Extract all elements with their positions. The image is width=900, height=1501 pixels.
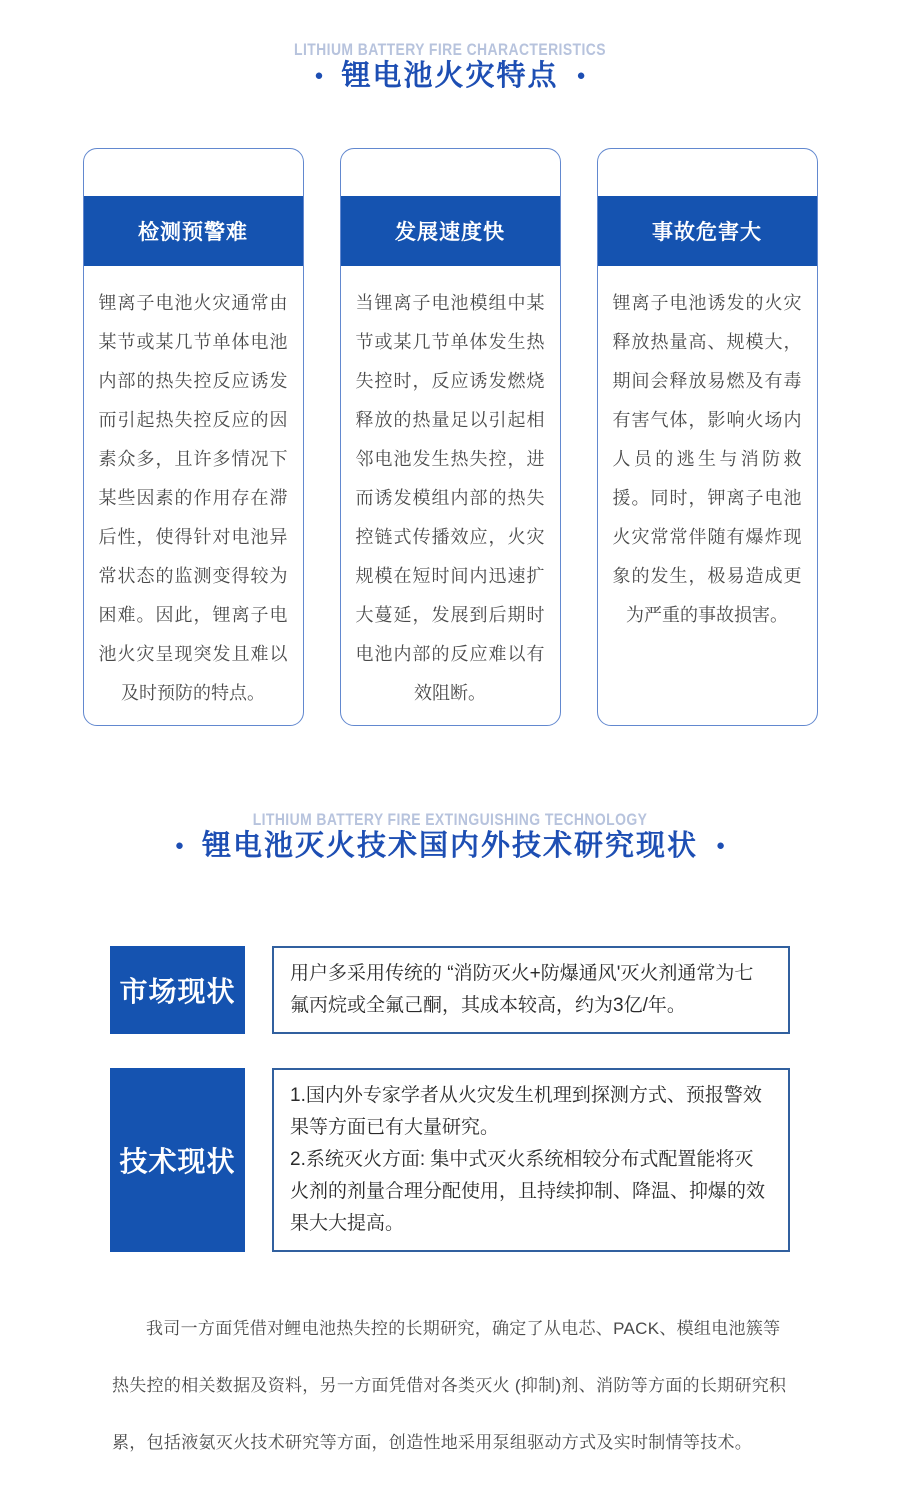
section1-watermark: LITHIUM BATTERY FIRE CHARACTERISTICS xyxy=(294,40,606,59)
card-header: 检测预警难 xyxy=(84,196,303,266)
card-detection-warning xyxy=(83,148,304,726)
title-bullet-left: ● xyxy=(174,837,184,854)
card-accident-harm xyxy=(597,148,818,726)
technology-status-label: 技术现状 xyxy=(110,1068,245,1252)
technology-status-text-2: 2.系统灭火方面: 集中式灭火系统相较分布式配置能将灭火剂的剂量合理分配使用，且持续抑制、降温、抑爆的效果大大提高。 xyxy=(290,1149,766,1234)
feature-cards xyxy=(83,148,818,726)
market-status-box xyxy=(272,946,790,1034)
card-body-text: 锂离子电池火灾通常由某节或某几节单体电池内部的热失控反应诱发而引起热失控反应的因素众多，且许多情况下某些因素的作用存在滞后性，使得针对电池异常状态的监测变得较为困难。因此，锂离子电池火灾呈现突发且难以及时预防的特点。 xyxy=(98,293,288,703)
title-bullet-right: ● xyxy=(576,67,586,84)
card-top-spacer xyxy=(84,149,303,196)
company-summary-paragraph: 我司一方面凭借对鲤电池热失控的长期研究，确定了从电芯、PACK、模组电池簇等热失控的相关数据及资料，另一方面凭借对各类灭火 (抑制)剂、消防等方面的长期研究积累，包括液氨灭火技术研究等方面，创造性地采用泵组驱动方式及实时制情等技术。 xyxy=(112,1319,787,1452)
section1-header xyxy=(0,40,900,94)
card-top-spacer xyxy=(598,149,817,196)
technology-status-row xyxy=(110,1068,790,1252)
section1-title: 锂电池火灾特点 xyxy=(341,60,559,92)
technology-status-box xyxy=(272,1068,790,1252)
section2-title-row xyxy=(0,810,900,864)
title-bullet-right: ● xyxy=(716,837,726,854)
technology-status-text-1: 1.国内外专家学者从火灾发生机理到探测方式、预报警效果等方面已有大量研究。 xyxy=(290,1085,762,1138)
card-body-text: 当锂离子电池模组中某节或某几节单体发生热失控时，反应诱发燃烧释放的热量足以引起相邻电池发生热失控，进而诱发模组内部的热失控链式传播效应，火灾规模在短时间内迅速扩大蔓延，发展到后期时电池内部的反应难以有效阻断。 xyxy=(355,293,545,703)
card-header: 事故危害大 xyxy=(598,196,817,266)
card-top-spacer xyxy=(341,149,560,196)
section2-header xyxy=(0,810,900,864)
market-status-text: 用户多采用传统的 “消防灭火+防爆通风'灭火剂通常为七氟丙烷或全氟己酮，其成本较高，约为3亿/年。 xyxy=(290,963,754,1016)
market-status-label: 市场现状 xyxy=(110,946,245,1034)
section2-title: 锂电池灭火技术国内外技术研究现状 xyxy=(201,830,698,862)
card-header: 发展速度快 xyxy=(341,196,560,266)
market-status-row xyxy=(110,946,790,1034)
card-development-speed xyxy=(340,148,561,726)
section1-title-row xyxy=(0,40,900,94)
title-bullet-left: ● xyxy=(314,67,324,84)
card-body-text: 锂离子电池诱发的火灾释放热量高、规模大，期间会释放易燃及有毒有害气体，影响火场内人员的逃生与消防救援。同时，钾离子电池火灾常常伴随有爆炸现象的发生，极易造成更为严重的事故损害。 xyxy=(612,293,802,625)
section2-watermark: LITHIUM BATTERY FIRE EXTINGUISHING TECHNOLOGY xyxy=(252,810,648,829)
